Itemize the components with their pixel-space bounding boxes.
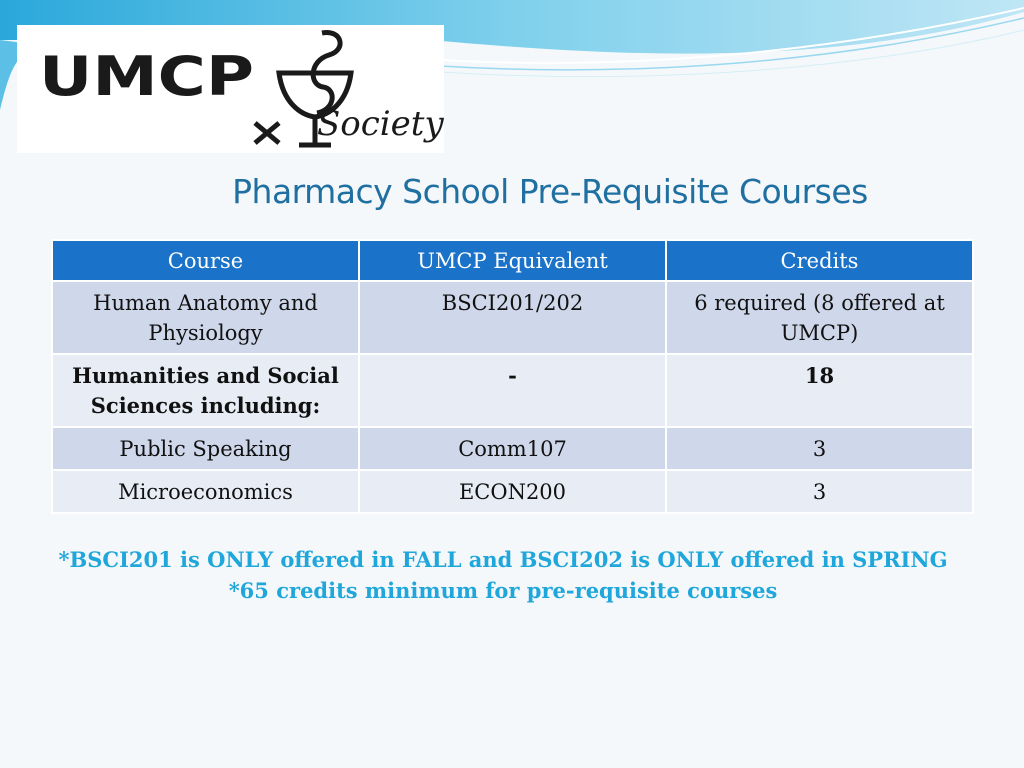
header-credits: Credits [666,240,973,281]
prerequisite-courses-table [51,239,974,514]
table-header-row [52,240,973,281]
footnote-bsci-offering: *BSCI201 is ONLY offered in FALL and BSCI202 is ONLY offered in SPRING [58,547,948,572]
table-row [52,354,973,427]
footnotes [0,544,1006,606]
table-row [52,470,973,513]
cell-credits: 3 [666,427,973,470]
cell-course: Microeconomics [52,470,359,513]
cell-course: Public Speaking [52,427,359,470]
logo-society-text: Society [317,104,444,144]
table-row [52,427,973,470]
cell-credits: 18 [666,354,973,427]
logo [17,25,444,153]
header-course: Course [52,240,359,281]
cell-umcp-equivalent: - [359,354,666,427]
cell-umcp-equivalent: Comm107 [359,427,666,470]
header-umcp-equivalent: UMCP Equivalent [359,240,666,281]
cell-umcp-equivalent: BSCI201/202 [359,281,666,354]
cell-umcp-equivalent: ECON200 [359,470,666,513]
cell-course: Human Anatomy and Physiology [52,281,359,354]
cell-credits: 3 [666,470,973,513]
cell-course: Humanities and Social Sciences including: [52,354,359,427]
page-title: Pharmacy School Pre-Requisite Courses [232,172,868,211]
footnote-minimum-credits: *65 credits minimum for pre-requisite courses [228,578,778,603]
table-row [52,281,973,354]
cell-credits: 6 required (8 offered at UMCP) [666,281,973,354]
logo-umcp-text: UMCP [39,45,254,108]
